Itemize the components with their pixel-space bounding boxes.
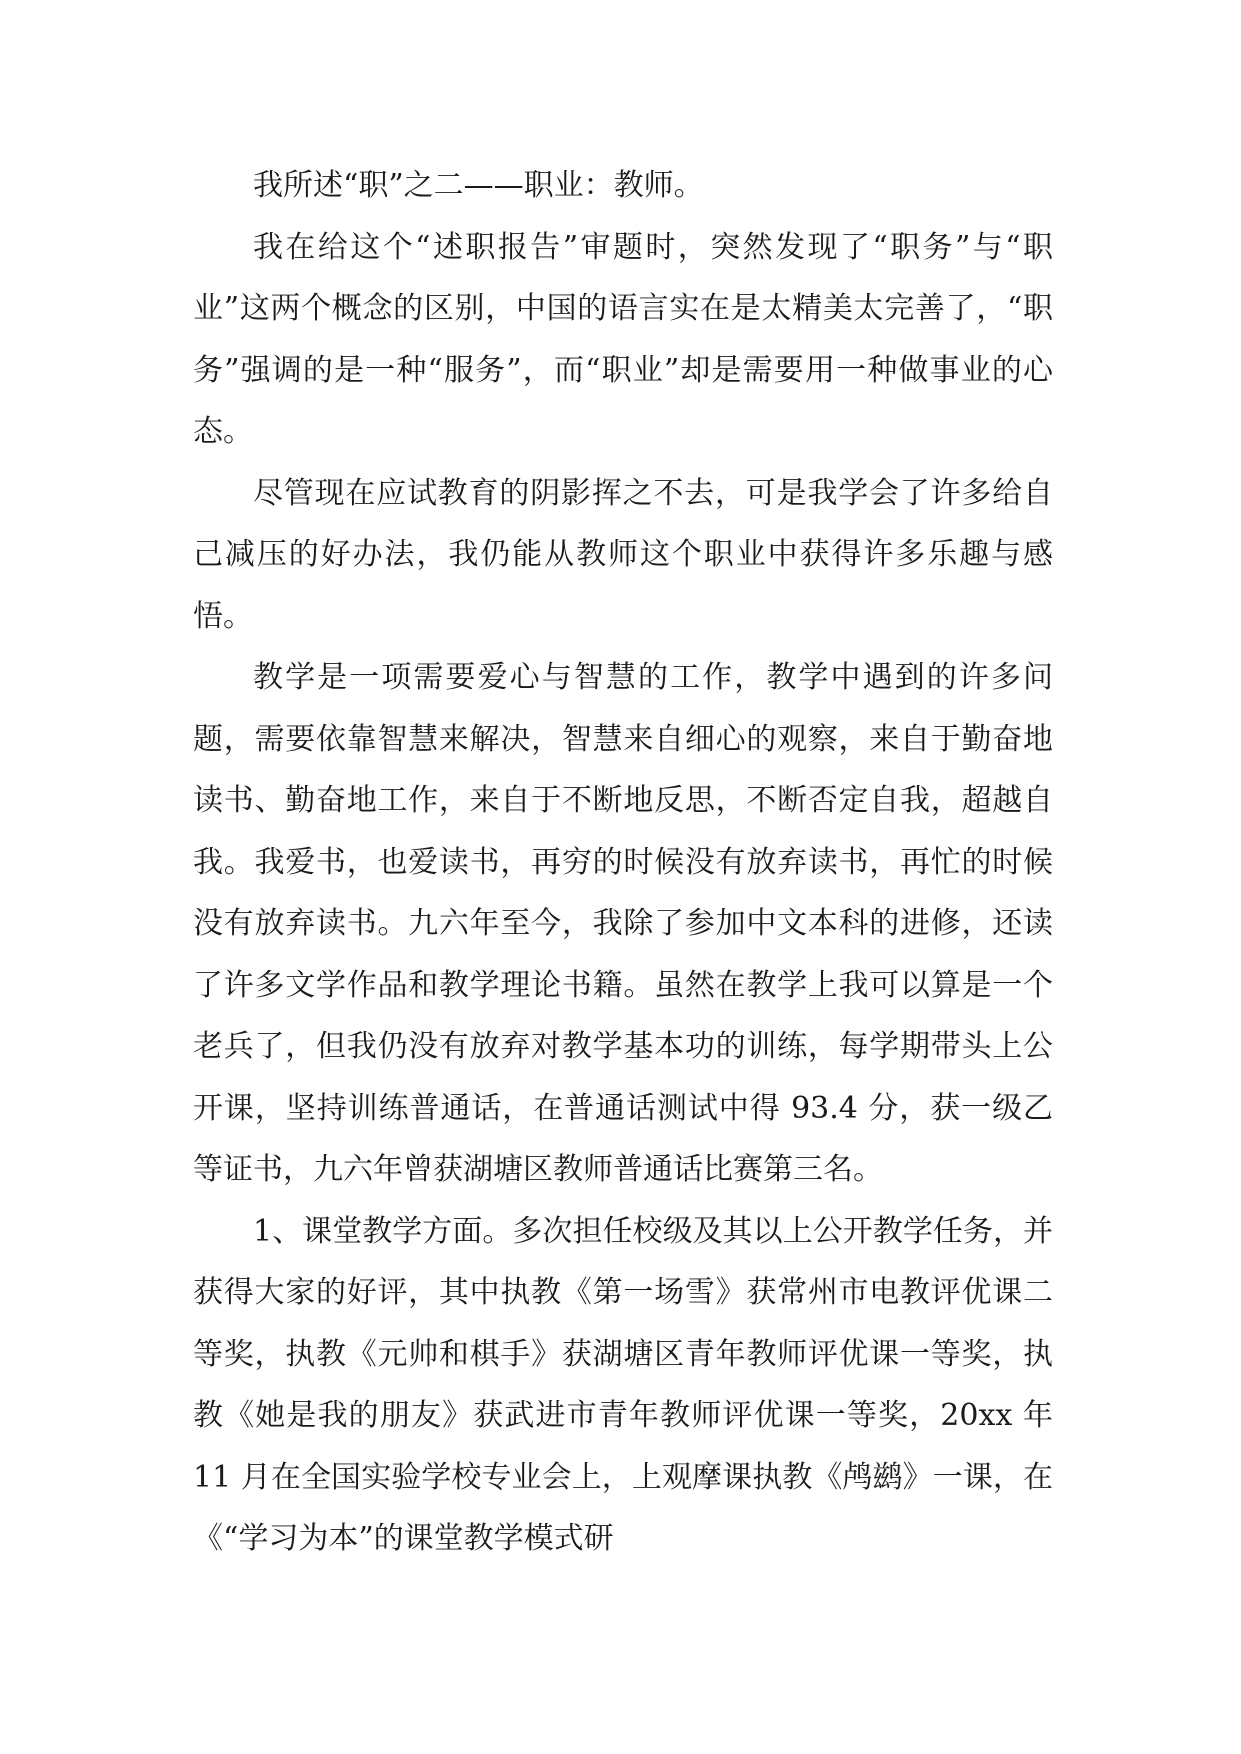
paragraph-teacher-profession-heading: 我所述“职”之二——职业：教师。 — [253, 168, 704, 203]
paragraph-exam-education: 尽管现在应试教育的阴影挥之不去，可是我学会了许多给自己减压的好办法，我仍能从教师这个职业中获得许多乐趣与感悟。 — [193, 475, 1053, 634]
document-body — [193, 155, 1053, 1570]
paragraph-teaching-wisdom: 教学是一项需要爱心与智慧的工作，教学中遇到的许多问题，需要依靠智慧来解决，智慧来自细心的观察，来自于勤奋地读书、勤奋地工作，来自于不断地反思，不断否定自我，超越自我。我爱书，也爱读书，再穷的时候没有放弃读书，再忙的时候没有放弃读书。九六年至今，我除了参加中文本科的进修，还读了许多文学作品和教学理论书籍。虽然在教学上我可以算是一个老兵了，但我仍没有放弃对教学基本功的训练，每学期带头上公开课，坚持训练普通话，在普通话测试中得 93.4 分，获一级乙等证书，九六年曾获湖塘区教师普通话比赛第三名。 — [193, 660, 1053, 1187]
paragraph-duty-vs-profession: 我在给这个“述职报告”审题时，突然发现了“职务”与“职业”这两个概念的区别，中国的语言实在是太精美太完善了，“职务”强调的是一种“服务”，而“职业”却是需要用一种做事业的心态。 — [193, 229, 1053, 449]
paragraph-classroom-teaching: 1、课堂教学方面。多次担任校级及其以上公开教学任务，并获得大家的好评，其中执教《第一场雪》获常州市电教评优课二等奖，执教《元帅和棋手》获湖塘区青年教师评优课一等奖，执教《她是我的朋友》获武进市青年教师评优课一等奖，20xx 年 11 月在全国实验学校专业会上，上观摩课执教《鸬鹚》一课，在《“学习为本”的课堂教学模式研 — [193, 1213, 1053, 1556]
